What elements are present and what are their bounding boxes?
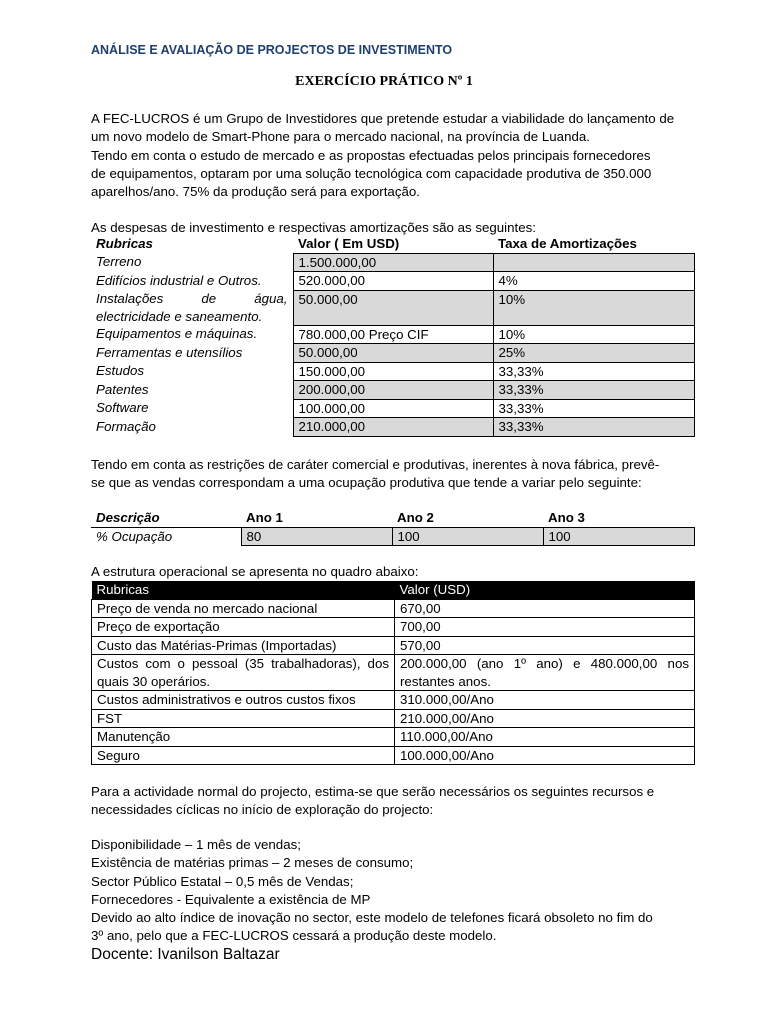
- value-cell: 100.000,00: [293, 399, 493, 418]
- needs-intro-line: necessidades cíclicas no início de exploração do projecto:: [91, 802, 434, 818]
- value-cell: 210.000,00: [293, 418, 493, 437]
- table-row: [91, 272, 694, 291]
- intro-paragraph: [91, 110, 694, 201]
- value-cell: 310.000,00/Ano: [395, 691, 695, 710]
- value-cell: 670,00: [395, 599, 695, 618]
- value-cell: 50.000,00: [293, 290, 493, 325]
- operational-intro: A estrutura operacional se apresenta no quadro abaixo:: [91, 564, 419, 579]
- value-cell: 100: [543, 527, 694, 546]
- needs-item: Devido ao alto índice de inovação no sector, este modelo de telefones ficará obsoleto no fim do: [91, 910, 653, 926]
- item-cell: Equipamentos e máquinas.: [96, 326, 258, 341]
- item-cell: Preço de exportação: [92, 618, 395, 637]
- table-row: [92, 691, 695, 710]
- table-row: [91, 381, 694, 400]
- docente-footer: Docente: Ivanilson Baltazar: [91, 946, 280, 963]
- value-cell: 100.000,00/Ano: [395, 746, 695, 765]
- table-row: [91, 527, 694, 546]
- occupancy-intro: [91, 456, 694, 493]
- table-row: [91, 399, 694, 418]
- needs-item: Disponibilidade – 1 mês de vendas;: [91, 837, 301, 852]
- table-header-row: [92, 581, 695, 599]
- value-line: 200.000,00 (ano 1º ano) e 480.000,00 nos: [400, 656, 689, 671]
- intro-line: de equipamentos, optaram por uma solução tecnológica com capacidade produtiva de 350.000: [91, 165, 652, 181]
- intro-line: um novo modelo de Smart-Phone para o mercado nacional, na província de Luanda.: [91, 129, 590, 145]
- value-cell: 100: [392, 527, 543, 546]
- item-cell: Manutenção: [92, 728, 395, 747]
- rate-cell: 10%: [493, 290, 694, 325]
- value-cell: 780.000,00 Preço CIF: [293, 325, 493, 344]
- operational-table: [91, 581, 695, 765]
- header-title: ANÁLISE E AVALIAÇÃO DE PROJECTOS DE INVESTIMENTO: [91, 43, 453, 57]
- item-cell: Seguro: [92, 746, 395, 765]
- col-header: Rubricas: [92, 581, 395, 599]
- row-label: % Ocupação: [96, 528, 173, 544]
- item-cell: Software: [96, 400, 149, 415]
- col-header: Ano 2: [392, 509, 543, 527]
- item-cell: Terreno: [96, 254, 142, 269]
- table-row: [92, 746, 695, 765]
- rate-cell: 33,33%: [493, 381, 694, 400]
- occupancy-intro-line: Tendo em conta as restrições de caráter comercial e produtivas, inerentes à nova fábrica, prevê-: [91, 457, 660, 472]
- table-row: [91, 344, 694, 363]
- item-cell: [92, 655, 395, 691]
- table-row: [91, 362, 694, 381]
- item-cell: Preço de venda no mercado nacional: [92, 599, 395, 618]
- rate-cell: 10%: [493, 325, 694, 344]
- table-row: [92, 636, 695, 655]
- item-line: Instalações de água,: [96, 291, 288, 306]
- rate-cell: 33,33%: [493, 362, 694, 381]
- value-cell: 200.000,00: [293, 381, 493, 400]
- table-row: [91, 418, 694, 437]
- value-cell: 1.500.000,00: [293, 253, 493, 272]
- col-header: Valor ( Em USD): [298, 236, 400, 251]
- needs-item: Sector Público Estatal – 0,5 mês de Vendas;: [91, 873, 354, 889]
- needs-item: Existência de matérias primas – 2 meses de consumo;: [91, 855, 414, 871]
- rate-cell: 4%: [493, 272, 694, 291]
- item-cell: Custos administrativos e outros custos fixos: [92, 691, 395, 710]
- needs-item: 3º ano, pelo que a FEC-LUCROS cessará a produção deste modelo.: [91, 928, 497, 944]
- value-cell: [395, 655, 695, 691]
- value-cell: 520.000,00: [293, 272, 493, 291]
- table-header-row: [91, 509, 694, 527]
- intro-line: Tendo em conta o estudo de mercado e as propostas efectuadas pelos principais fornecedores: [91, 147, 651, 163]
- table-header-row: [91, 235, 694, 253]
- item-cell: [91, 290, 293, 325]
- occupancy-intro-line: se que as vendas correspondam a uma ocupação produtiva que tende a variar pelo seguinte:: [91, 475, 642, 491]
- item-line: electricidade e saneamento.: [96, 308, 263, 324]
- item-cell: Edifícios industrial e Outros.: [96, 272, 262, 288]
- table-row: [91, 325, 694, 344]
- col-header: Descrição: [91, 509, 241, 527]
- intro-line: A FEC-LUCROS é um Grupo de Investidores que pretende estudar a viabilidade do lançamento de: [91, 111, 675, 126]
- rate-cell: 25%: [493, 344, 694, 363]
- table-row: [92, 728, 695, 747]
- table-row: [92, 709, 695, 728]
- table-row: [91, 290, 694, 325]
- table-row: [92, 599, 695, 618]
- investment-table: [91, 235, 695, 437]
- item-cell: FST: [92, 709, 395, 728]
- item-cell: Custo das Matérias-Primas (Importadas): [92, 636, 395, 655]
- item-cell: Ferramentas e utensílios: [96, 344, 243, 360]
- item-cell: Estudos: [96, 363, 145, 378]
- value-cell: 570,00: [395, 636, 695, 655]
- rate-cell: 33,33%: [493, 399, 694, 418]
- item-line: quais 30 operários.: [97, 673, 211, 689]
- col-header: Ano 3: [543, 509, 694, 527]
- value-cell: 110.000,00/Ano: [395, 728, 695, 747]
- needs-list: [91, 836, 694, 946]
- col-header: Taxa de Amortizações: [498, 236, 637, 251]
- value-cell: 700,00: [395, 618, 695, 637]
- occupancy-table: [91, 509, 695, 546]
- value-line: restantes anos.: [400, 673, 491, 689]
- rate-cell: [493, 253, 694, 272]
- needs-intro-line: Para a actividade normal do projecto, estima-se que serão necessários os seguintes recursos e: [91, 784, 655, 799]
- col-header: Valor (USD): [395, 581, 695, 599]
- needs-intro: [91, 783, 694, 820]
- item-cell: Formação: [96, 418, 156, 434]
- col-header: Rubricas: [96, 236, 153, 251]
- item-line: Custos com o pessoal (35 trabalhadoras), dos: [97, 656, 389, 671]
- value-cell: 50.000,00: [293, 344, 493, 363]
- needs-item: Fornecedores - Equivalente a existência de MP: [91, 891, 371, 907]
- table-row: [92, 618, 695, 637]
- rate-cell: 33,33%: [493, 418, 694, 437]
- col-header: Ano 1: [241, 509, 392, 527]
- table-row: [91, 253, 694, 272]
- value-cell: 210.000,00/Ano: [395, 709, 695, 728]
- investment-intro: As despesas de investimento e respectivas amortizações são as seguintes:: [91, 220, 536, 235]
- item-cell: Patentes: [96, 381, 149, 397]
- value-cell: 80: [241, 527, 392, 546]
- intro-line: aparelhos/ano. 75% da produção será para exportação.: [91, 184, 420, 200]
- table-row: [92, 655, 695, 691]
- value-cell: 150.000,00: [293, 362, 493, 381]
- exercise-title: EXERCÍCIO PRÁTICO Nº 1: [295, 74, 473, 89]
